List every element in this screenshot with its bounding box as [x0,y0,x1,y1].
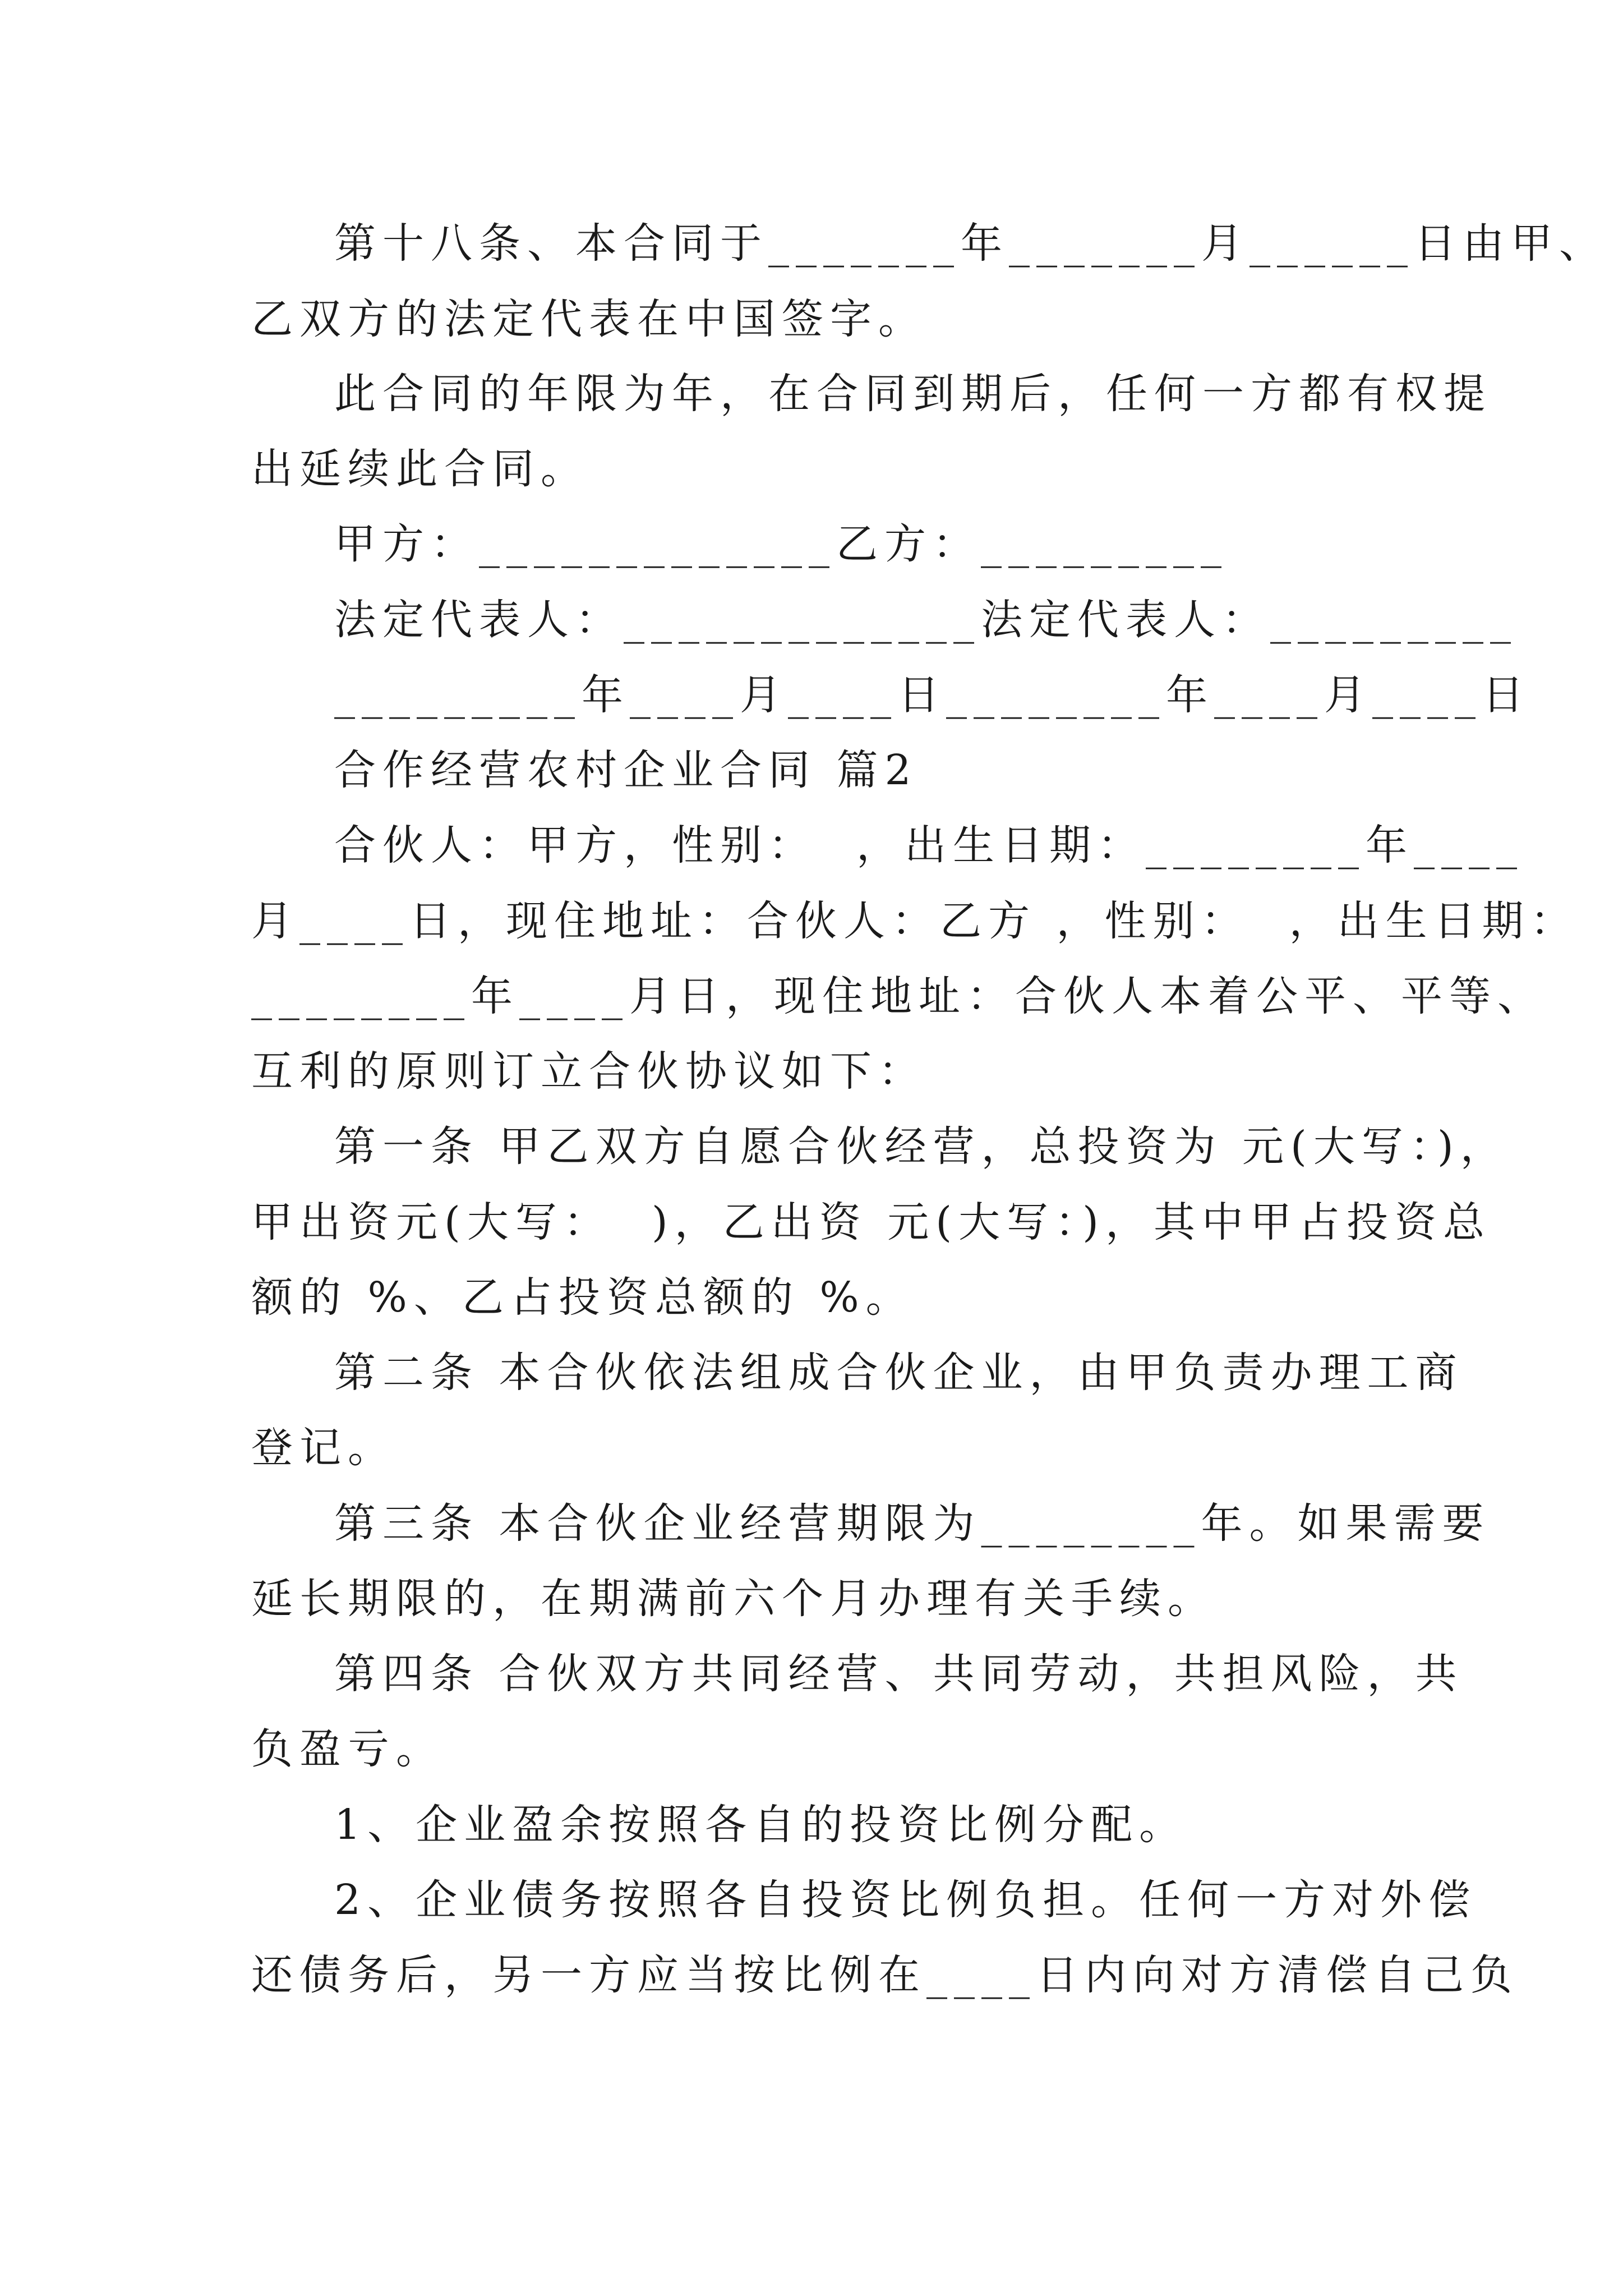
partner-info-line-1: 合伙人：甲方，性别： ，出生日期：________年____ [334,821,1524,869]
term-paragraph-line-1: 此合同的年限为年，在合同到期后，任何一方都有权提 [334,370,1492,418]
partner-info-line-4: 互利的原则订立合伙协议如下： [251,1047,926,1096]
partner-info-line-2: 月____日，现住地址：合伙人：乙方 ，性别： ，出生日期： [251,897,1579,945]
article-2-line-2: 登记。 [251,1424,396,1472]
article-18-line-2: 乙双方的法定代表在中国签字。 [251,295,926,343]
signing-date-line: _________年____月____日________年____月____日 [334,671,1530,719]
partner-info-line-3: ________年____月日，现住地址：合伙人本着公平、平等、 [251,972,1546,1020]
parties-signature-line: 甲方：_____________乙方：_________ [334,520,1228,568]
article-3-line-1: 第三条 本合伙企业经营期限为________年。如果需要 [334,1499,1491,1548]
clause-2-line-1: 2、企业债务按照各自投资比例负担。任何一方对外偿 [334,1876,1477,1924]
article-1-line-1: 第一条 甲乙双方自愿合伙经营，总投资为 元(大写：)， [334,1122,1509,1171]
section-heading: 合作经营农村企业合同 篇2 [334,746,918,794]
clause-1-line: 1、企业盈余按照各自的投资比例分配。 [334,1801,1188,1849]
term-paragraph-line-2: 出延续此合同。 [251,445,589,493]
article-2-line-1: 第二条 本合伙依法组成合伙企业，由甲负责办理工商 [334,1349,1464,1397]
article-3-line-2: 延长期限的，在期满前六个月办理有关手续。 [251,1575,1216,1623]
article-4-line-2: 负盈亏。 [251,1725,444,1773]
article-1-line-3: 额的 %、乙占投资总额的 %。 [251,1273,914,1322]
article-18-line-1: 第十八条、本合同于_______年_______月______日由甲、 [334,219,1607,268]
legal-representative-line: 法定代表人：_____________法定代表人：_________ [334,596,1518,644]
article-4-line-1: 第四条 合伙双方共同经营、共同劳动，共担风险，共 [334,1650,1464,1698]
article-1-line-2: 甲出资元(大写： )，乙出资 元(大写：)，其中甲占投资总 [251,1198,1492,1246]
clause-2-line-2: 还债务后，另一方应当按比例在____日内向对方清偿自己负 [251,1951,1519,1999]
